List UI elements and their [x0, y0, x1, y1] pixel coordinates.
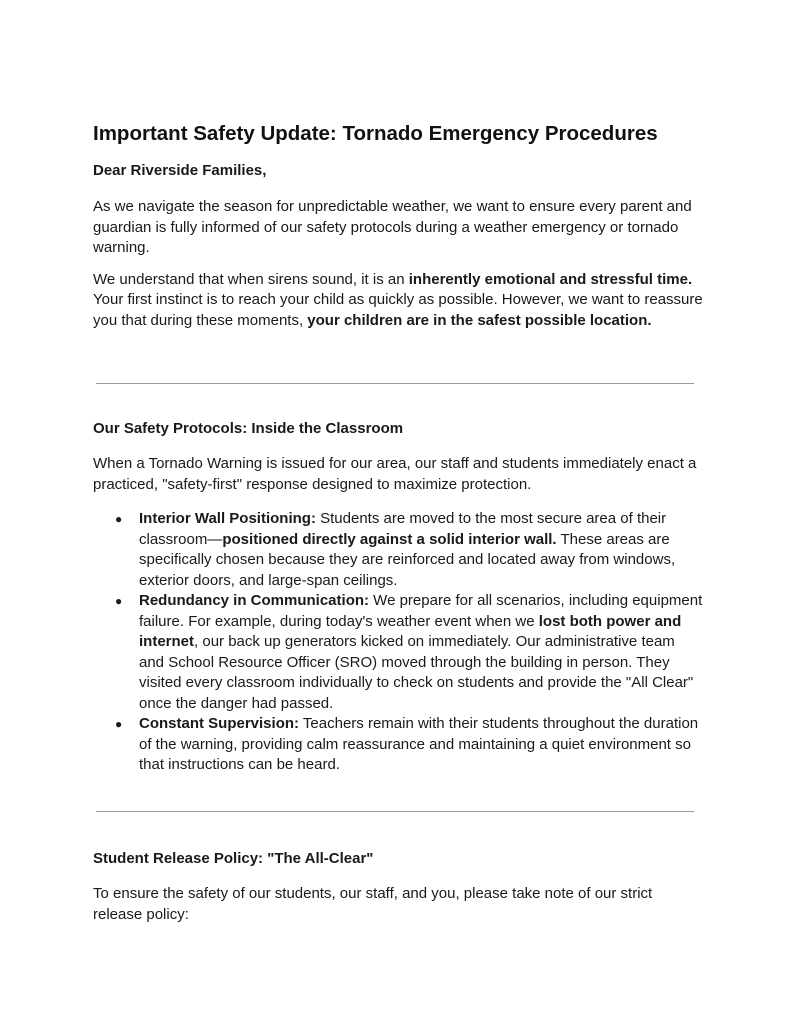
reassurance-bold-1: inherently emotional and stressful time. — [408, 270, 693, 288]
section-divider — [96, 811, 694, 812]
item-bold: lost both power and internet — [139, 612, 682, 650]
item-text-tail: , our back up generators kicked on immediately. Our administrative team and School Resource Officer (SRO) moved through the building in person. They visited every classroom individually to check on students and provide the "All Clear" once the danger had passed. — [139, 633, 694, 712]
item-label: Redundancy in Communication: — [139, 592, 370, 609]
reassurance-paragraph — [93, 270, 703, 332]
release-intro: To ensure the safety of our students, our staff, and you, please take note of our strict release policy: — [93, 885, 653, 923]
item-text: We prepare for all scenarios, including equipment failure. For example, during today's weather event when we — [139, 592, 703, 630]
reassurance-bold-2: your children are in the safest possible location. — [307, 311, 652, 329]
list-item — [115, 509, 703, 591]
protocols-list — [93, 509, 703, 776]
section-heading-release: Student Release Policy: "The All-Clear" — [93, 850, 374, 867]
safety-protocols-section — [93, 419, 703, 776]
reassurance-text-1: We understand that when sirens sound, it is an — [93, 270, 409, 288]
section-heading-protocols: Our Safety Protocols: Inside the Classroom — [93, 420, 404, 437]
list-item — [115, 714, 703, 776]
item-text: Students are moved to the most secure area of their classroom— — [139, 510, 667, 548]
bullet-icon: ● — [115, 717, 123, 731]
item-label: Constant Supervision: — [139, 715, 300, 732]
bullet-icon: ● — [115, 512, 123, 526]
list-item — [115, 591, 703, 714]
item-text-tail: These areas are specifically chosen because they are reinforced and located away from windows, exterior doors, and large-span ceilings. — [139, 530, 676, 589]
section-divider — [96, 383, 694, 384]
item-bold: positioned directly against a solid interior wall. — [222, 530, 557, 548]
protocols-intro: When a Tornado Warning is issued for our area, our staff and students immediately enact a practiced, "safety-first" response designed to maximize protection. — [93, 455, 697, 493]
bullet-icon: ● — [115, 594, 123, 608]
page-title: Important Safety Update: Tornado Emergency Procedures — [93, 122, 658, 145]
letter-body — [93, 120, 703, 331]
intro-paragraph: As we navigate the season for unpredictable weather, we want to ensure every parent and guardian is fully informed of our safety protocols during a weather emergency or tornado warning. — [93, 198, 692, 256]
salutation: Dear Riverside Families, — [93, 162, 267, 179]
item-label: Interior Wall Positioning: — [139, 510, 316, 527]
item-text: Teachers remain with their students throughout the duration of the warning, providing calm reassurance and maintaining a quiet environment so that instructions can be heard. — [139, 715, 699, 773]
release-policy-section — [93, 849, 703, 925]
reassurance-text-2: Your first instinct is to reach your child as quickly as possible. However, we want to reassure you that during these moments, — [93, 291, 703, 329]
